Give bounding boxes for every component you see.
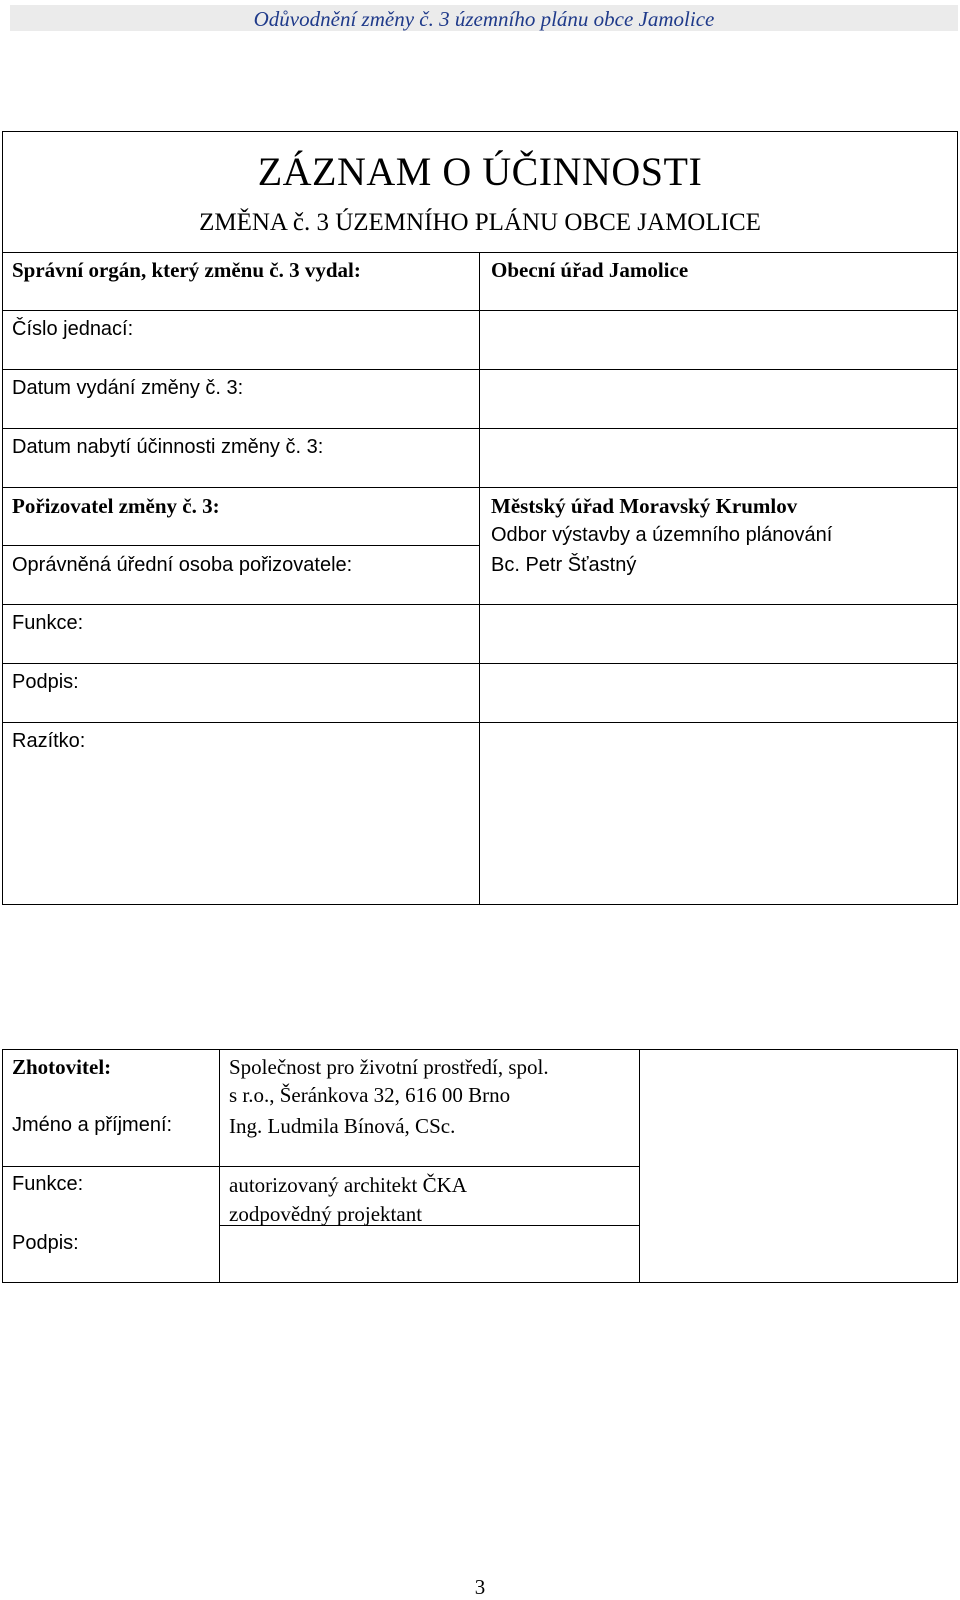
divider <box>2 252 958 253</box>
divider <box>2 1166 639 1167</box>
name-value: Ing. Ludmila Bínová, CSc. <box>229 1114 456 1138</box>
issuer-value: Obecní úřad Jamolice <box>491 258 689 282</box>
ref-number-label: Číslo jednací: <box>12 318 134 340</box>
signature-label: Podpis: <box>12 671 79 693</box>
divider <box>2 310 958 311</box>
contractor-value: Společnost pro životní prostředí, spol. <box>229 1055 549 1079</box>
contractor-label-text: Zhotovitel: <box>12 1055 112 1079</box>
contractor-address: s r.o., Šeránkova 32, 616 00 Brno <box>229 1083 511 1107</box>
column-divider <box>479 252 480 905</box>
procurer-label: Pořizovatel změny č. 3: <box>12 494 220 518</box>
contractor-label <box>12 1055 111 1080</box>
official-value: Bc. Petr Šťastný <box>491 554 637 576</box>
page-number: 3 <box>474 1575 486 1599</box>
contractor-function-value: autorizovaný architekt ČKA <box>229 1173 467 1197</box>
divider <box>2 428 958 429</box>
procurer-value: Městský úřad Moravský Krumlov <box>491 494 798 518</box>
divider <box>2 487 958 488</box>
divider <box>2 604 958 605</box>
function-label: Funkce: <box>12 612 84 634</box>
divider <box>2 663 958 664</box>
contractor-function-role: zodpovědný projektant <box>229 1202 423 1226</box>
contractor-signature-label: Podpis: <box>12 1232 79 1254</box>
document-header-title: Odůvodnění změny č. 3 územního plánu obce Jamolice <box>253 7 715 31</box>
stamp-label: Razítko: <box>12 730 86 752</box>
name-label: Jméno a příjmení: <box>12 1114 173 1136</box>
issuer-label: Správní orgán, který změnu č. 3 vydal: <box>12 258 361 282</box>
column-divider <box>639 1049 640 1283</box>
record-subtitle: ZMĚNA č. 3 ÚZEMNÍHO PLÁNU OBCE JAMOLICE <box>199 209 761 236</box>
official-label: Oprávněná úřední osoba pořizovatele: <box>12 554 353 576</box>
procurer-department: Odbor výstavby a územního plánování <box>491 524 833 546</box>
contractor-function-label: Funkce: <box>12 1173 84 1195</box>
divider <box>2 369 958 370</box>
issue-date-label: Datum vydání změny č. 3: <box>12 377 244 399</box>
document-header <box>10 5 958 31</box>
record-title: ZÁZNAM O ÚČINNOSTI <box>257 149 703 194</box>
divider <box>2 722 958 723</box>
divider <box>2 545 480 546</box>
effective-date-label: Datum nabytí účinnosti změny č. 3: <box>12 436 324 458</box>
